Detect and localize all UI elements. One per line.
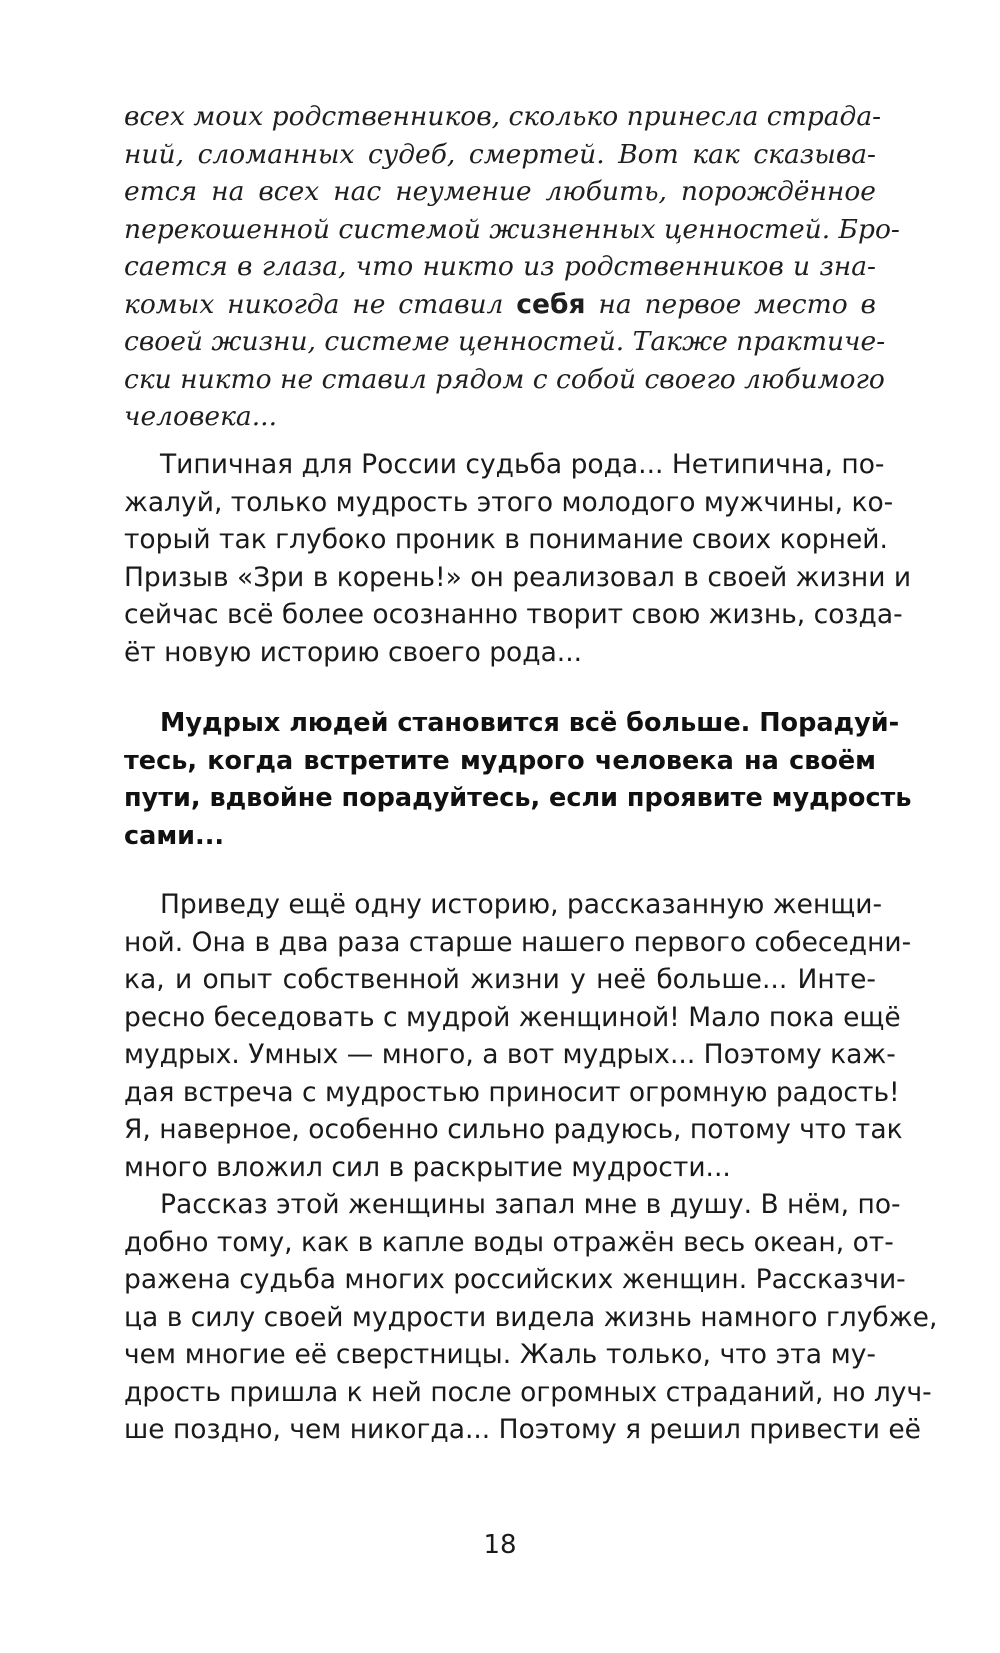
text-line: Рассказ этой женщины запал мне в душу. В нём, по- (160, 1189, 901, 1220)
text-line: ражена судьба многих российских женщин. Рассказчи- (124, 1264, 906, 1295)
text-line: своей жизни, системе ценностей. Также практиче- (124, 326, 886, 357)
text-line: сается в глаза, что никто из родственников и зна- (124, 251, 876, 282)
text-line: жалуй, только мудрость этого молодого мужчины, ко- (124, 486, 894, 518)
text-line: ресно беседовать с мудрой женщиной! Мало пока ещё (124, 1001, 901, 1033)
text-line: Типичная для России судьба рода... Нетипична, по- (160, 449, 885, 480)
text-line: ски никто не ставил рядом с собой своего любимого (124, 363, 885, 395)
text-line: Я, наверное, особенно сильно радуюсь, потому что так (124, 1114, 903, 1145)
paragraph-woman-story (124, 1186, 938, 1449)
paragraph-family-fate (124, 446, 912, 671)
text-line: человека... (124, 401, 277, 432)
page-number: 18 (483, 1530, 517, 1560)
text-line: перекошенной системой жизненных ценностей. Бро- (124, 213, 900, 245)
text-line: ца в силу своей мудрости видела жизнь намного глубже, (124, 1301, 938, 1333)
text-line: ется на всех нас неумение любить, порождённое (124, 176, 876, 207)
bold-wisdom-paragraph (124, 705, 912, 855)
text-line: ка, и опыт собственной жизни у неё больше... Инте- (124, 964, 876, 995)
text-line: сами... (124, 820, 225, 851)
text-fragment: на первое место в (585, 288, 876, 320)
text-line: торый так глубоко проник в понимание своих корней. (124, 524, 888, 555)
text-line: тесь, когда встретите мудрого человека на своём (124, 745, 876, 776)
text-line: дрость пришла к ней после огромных страданий, но луч- (124, 1376, 932, 1408)
text-line: Приведу ещё одну историю, рассказанную женщи- (160, 889, 883, 920)
text-line: добно тому, как в капле воды отражён весь океан, от- (124, 1226, 894, 1258)
emphasized-word: себя (516, 288, 586, 320)
italic-quote-paragraph (124, 98, 900, 436)
text-line: всех моих родственников, сколько принесла страда- (124, 101, 882, 132)
text-line: Призыв «Зри в корень!» он реализовал в своей жизни и (124, 561, 912, 593)
text-line: ной. Она в два раза старше нашего первого собеседни- (124, 926, 912, 958)
text-line: чем многие её сверстницы. Жаль только, что эта му- (124, 1339, 876, 1370)
text-line: Мудрых людей становится всё больше. Порадуй- (160, 708, 900, 738)
text-line: мудрых. Умных — много, а вот мудрых... Поэтому каж- (124, 1039, 896, 1070)
text-line: ёт новую историю своего рода... (124, 636, 583, 668)
text-line: сейчас всё более осознанно творит свою жизнь, созда- (124, 599, 903, 630)
text-line: ше поздно, чем никогда... Поэтому я решил привести её (124, 1414, 921, 1445)
paragraph-another-story (124, 886, 912, 1186)
text-line (124, 286, 876, 324)
text-line: ний, сломанных судеб, смертей. Вот как сказыва- (124, 138, 876, 170)
text-line: много вложил сил в раскрытие мудрости... (124, 1151, 731, 1183)
text-line: пути, вдвойне порадуйтесь, если проявите мудрость (124, 783, 912, 813)
text-line: дая встреча с мудростью приносит огромную радость! (124, 1076, 900, 1108)
text-fragment: комых никогда не ставил (124, 288, 517, 320)
